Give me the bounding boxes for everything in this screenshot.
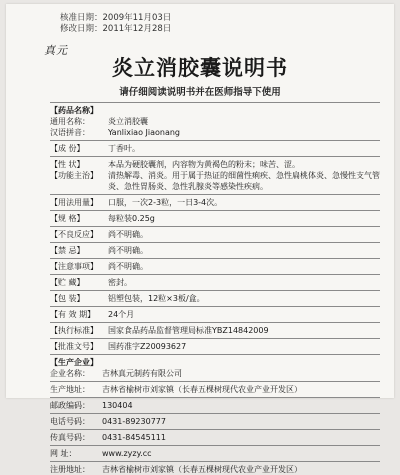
- address-label: 生产地址：: [50, 385, 90, 394]
- validity-row: [50, 309, 380, 320]
- indication-row: [50, 170, 380, 192]
- company-row: [50, 368, 380, 379]
- fax-row: [50, 432, 380, 443]
- dosage-row: [50, 197, 380, 208]
- divider: [50, 429, 380, 430]
- reg-address-value: 吉林省榆树市刘家镇（长春五棵树现代农业产业开发区）: [102, 465, 302, 474]
- divider: [50, 354, 380, 355]
- address-row: [50, 384, 380, 395]
- postcode-row: [50, 400, 380, 411]
- pinyin-value: Yanlixiao Jiaonang: [108, 128, 180, 137]
- approval-label: 【批准文号】: [50, 342, 98, 351]
- divider: [50, 381, 380, 382]
- standard-value: 国家食品药品监督管理局标准YBZ14842009: [108, 326, 269, 335]
- divider: [50, 445, 380, 446]
- approve-date: 核准日期：2009年11月03日: [60, 13, 172, 23]
- fax-value: 0431-84545111: [102, 433, 166, 442]
- divider: [50, 258, 380, 259]
- storage-value: 密封。: [108, 278, 132, 287]
- divider: [50, 242, 380, 243]
- divider: [50, 413, 380, 414]
- caution-row: [50, 261, 380, 272]
- package-label: 【包 装】: [50, 294, 85, 303]
- caution-label: 【注意事项】: [50, 262, 98, 271]
- divider: [50, 290, 380, 291]
- package-value: 铝塑包装，12粒×3板/盒。: [108, 294, 205, 303]
- approval-row: [50, 341, 380, 352]
- dosage-value: 口服，一次2-3粒，一日3-4次。: [108, 198, 223, 207]
- company-value: 吉林真元制药有限公司: [102, 369, 182, 378]
- approval-value: 国药准字Z20093627: [108, 342, 187, 351]
- properties-value: 本品为硬胶囊剂，内容物为黄褐色的粉末；味苦、涩。: [108, 160, 300, 169]
- manufacturer-heading: 【生产企业】: [50, 358, 98, 367]
- divider: [50, 461, 380, 462]
- storage-row: [50, 277, 380, 288]
- standard-label: 【执行标准】: [50, 326, 98, 335]
- storage-label: 【贮 藏】: [50, 278, 85, 287]
- revise-date: 修改日期：2011年12月28日: [60, 24, 172, 34]
- website-row: [50, 448, 380, 459]
- generic-name-value: 炎立消胶囊: [108, 117, 148, 126]
- divider: [50, 102, 380, 103]
- address-value: 吉林省榆树市刘家镇（长春五棵树现代农业产业开发区）: [102, 385, 302, 394]
- date-block: [60, 13, 171, 35]
- divider: [50, 397, 380, 398]
- brand-logo: 真元: [44, 44, 68, 57]
- divider: [50, 322, 380, 323]
- name-section-heading: 【药品名称】: [50, 106, 98, 115]
- indication-value: 清热解毒、消炎。用于属于热证的细菌性痢疾、急性扁桃体炎、急慢性支气管炎、急性胃肠炎、急性乳腺炎等感染性疾病。: [108, 171, 380, 191]
- adverse-row: [50, 229, 380, 240]
- divider: [50, 274, 380, 275]
- reg-address-label: 注册地址：: [50, 465, 90, 474]
- divider: [50, 338, 380, 339]
- dosage-label: 【用法用量】: [50, 198, 98, 207]
- contra-row: [50, 245, 380, 256]
- spec-value: 每粒装0.25g: [108, 214, 155, 223]
- standard-row: [50, 325, 380, 336]
- validity-value: 24个月: [108, 310, 135, 319]
- spec-row: [50, 213, 380, 224]
- contra-label: 【禁 忌】: [50, 246, 85, 255]
- divider: [50, 306, 380, 307]
- divider: [50, 226, 380, 227]
- fax-label: 传真号码：: [50, 433, 90, 442]
- indication-label: 【功能主治】: [50, 171, 98, 180]
- phone-label: 电话号码：: [50, 417, 90, 426]
- leaflet-body: [50, 100, 380, 475]
- divider: [50, 140, 380, 141]
- divider: [50, 194, 380, 195]
- divider: [50, 210, 380, 211]
- phone-value: 0431-89230777: [102, 417, 166, 426]
- spec-label: 【规 格】: [50, 214, 85, 223]
- divider: [50, 156, 380, 157]
- adverse-value: 尚不明确。: [108, 230, 148, 239]
- generic-name-row: [50, 116, 380, 127]
- package-row: [50, 293, 380, 304]
- validity-label: 【有 效 期】: [50, 310, 96, 319]
- properties-row: [50, 159, 380, 170]
- company-label: 企业名称：: [50, 369, 90, 378]
- pinyin-label: 汉语拼音：: [50, 128, 90, 137]
- ingredients-label: 【成 份】: [50, 144, 85, 153]
- contra-value: 尚不明确。: [108, 246, 148, 255]
- usage-notice: 请仔细阅读说明书并在医师指导下使用: [119, 87, 281, 98]
- generic-name-label: 通用名称：: [50, 117, 90, 126]
- postcode-label: 邮政编码：: [50, 401, 90, 410]
- pinyin-row: [50, 127, 380, 138]
- reg-address-row: [50, 464, 380, 475]
- website-label: 网 址：: [50, 449, 77, 458]
- doc-title: 炎立消胶囊说明书: [112, 56, 288, 80]
- ingredients-row: [50, 143, 380, 154]
- leaflet-sheet: [6, 4, 394, 474]
- ingredients-value: 丁香叶。: [108, 144, 140, 153]
- adverse-label: 【不良反应】: [50, 230, 98, 239]
- caution-value: 尚不明确。: [108, 262, 148, 271]
- properties-label: 【性 状】: [50, 160, 85, 169]
- postcode-value: 130404: [102, 401, 133, 410]
- website-value: www.zyzy.cc: [102, 449, 152, 458]
- phone-row: [50, 416, 380, 427]
